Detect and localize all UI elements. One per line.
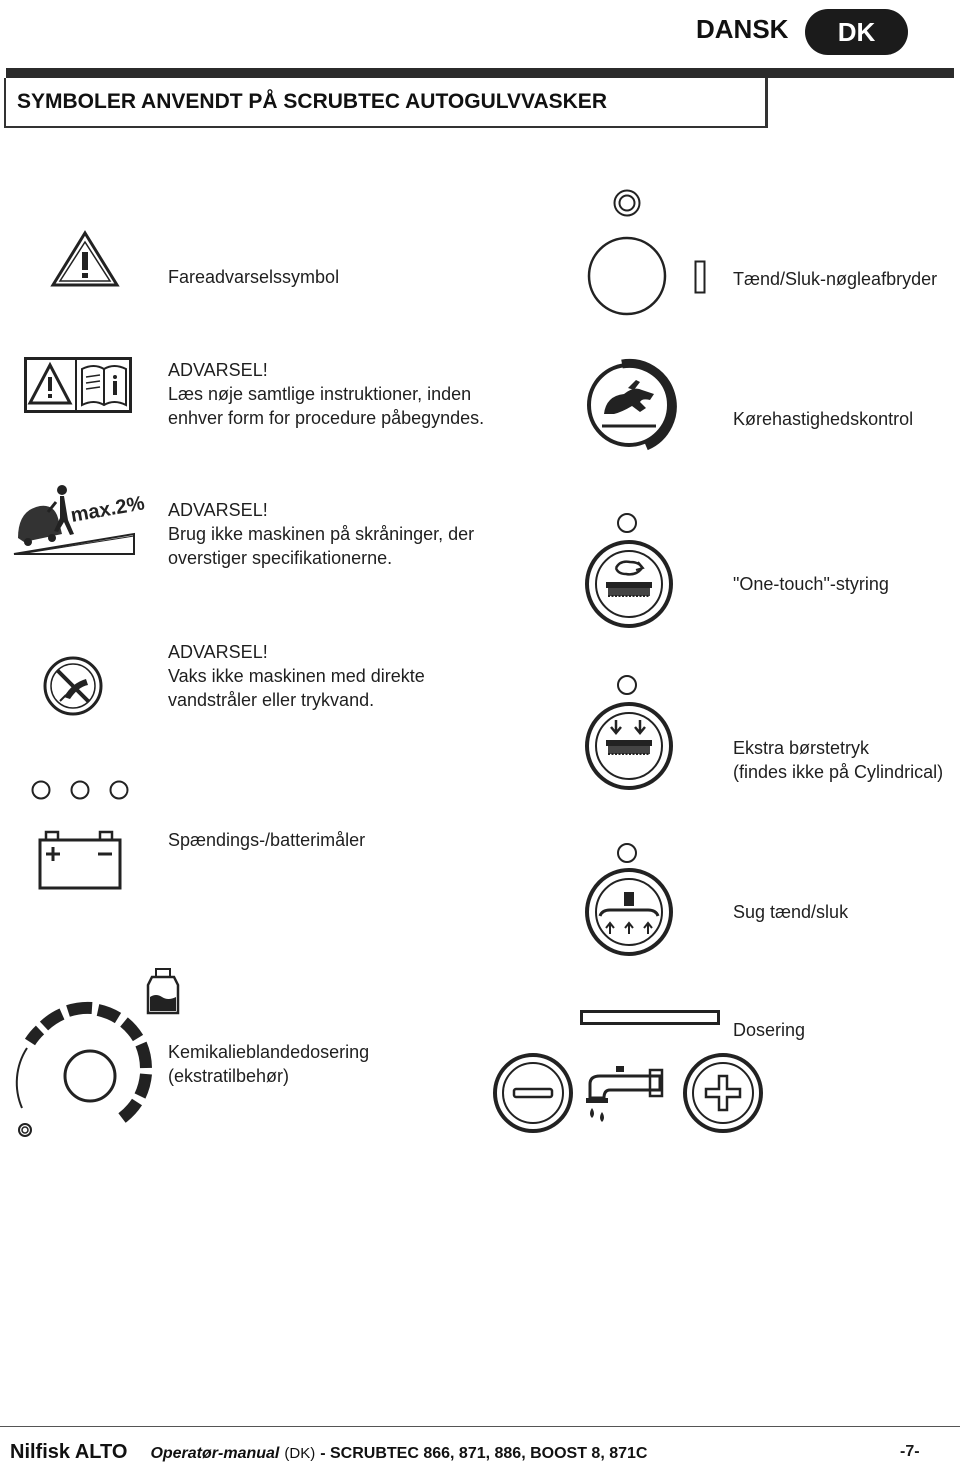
vacuum-icon: [580, 866, 678, 958]
brush-pressure-icon: [580, 700, 678, 792]
chemical-dosing-line-2: (ekstratilbehør): [168, 1066, 290, 1086]
dosing-label: Dosering: [733, 1020, 806, 1040]
chemical-dosing-dial-icon: [10, 1000, 160, 1142]
chemical-dosing-line-1: Kemikalieblandedosering: [168, 1042, 370, 1062]
slope-warning-line-1: Brug ikke maskinen på skråninger, der: [168, 524, 475, 544]
one-touch-label: "One-touch"-styring: [733, 574, 889, 594]
read-manual-warning-line-1: Læs nøje samtlige instruktioner, inden: [168, 384, 472, 404]
footer-language: (DK): [284, 1445, 316, 1462]
language-label: DANSK: [696, 14, 789, 44]
footer-models: - SCRUBTEC 866, 871, 886, BOOST 8, 871C: [320, 1445, 648, 1462]
dosing-plus-button-icon: [682, 1052, 764, 1134]
battery-meter-label: Spændings-/batterimåler: [168, 830, 366, 850]
language-code-badge: DK: [805, 9, 908, 55]
key-switch-label: Tænd/Sluk-nøgleafbryder: [733, 269, 938, 289]
no-water-warning-title: ADVARSEL!: [168, 642, 268, 662]
hazard-symbol-label: Fareadvarselssymbol: [168, 267, 340, 287]
header-rule: [6, 68, 954, 78]
read-manual-warning-line-2: enhver form for procedure påbegyndes.: [168, 408, 485, 428]
slope-warning-title: ADVARSEL!: [168, 500, 268, 520]
page-number: -7-: [900, 1443, 920, 1460]
brush-pressure-line-2: (findes ikke på Cylindrical): [733, 762, 944, 782]
warning-triangle-icon: [50, 230, 120, 288]
one-touch-icon: [580, 538, 678, 630]
key-switch-icon: [586, 235, 668, 317]
read-manual-warning-icon: [24, 357, 132, 413]
brush-pressure-indicator-icon: [616, 674, 638, 696]
footer-manual-title: Operatør-manual: [150, 1445, 280, 1462]
footer-brand: Nilfisk ALTO: [10, 1441, 128, 1463]
vacuum-indicator-icon: [616, 842, 638, 864]
slope-warning-line-2: overstiger specifikationerne.: [168, 548, 393, 568]
slope-max-text: max.2%: [69, 492, 147, 527]
dosing-minus-button-icon: [492, 1052, 574, 1134]
footer: [10, 1441, 647, 1464]
one-touch-indicator-icon: [616, 512, 638, 534]
battery-icon: [38, 830, 122, 890]
dosing-faucet-icon: [580, 1064, 668, 1126]
dosing-bar-icon: [580, 1010, 720, 1026]
no-water-warning-line-1: Vaks ikke maskinen med direkte: [168, 666, 425, 686]
speed-control-icon: [584, 358, 682, 456]
brush-pressure-line-1: Ekstra børstetryk: [733, 738, 870, 758]
no-water-jet-icon: [42, 655, 104, 717]
key-slot-icon: [694, 260, 706, 294]
slope-warning-icon: [12, 482, 147, 556]
vacuum-label: Sug tænd/sluk: [733, 902, 849, 922]
page-title: SYMBOLER ANVENDT PÅ SCRUBTEC AUTOGULVVASKER: [17, 90, 607, 113]
read-manual-warning-title: ADVARSEL!: [168, 360, 268, 380]
no-water-warning-line-2: vandstråler eller trykvand.: [168, 690, 375, 710]
footer-rule: [0, 1426, 960, 1427]
speed-control-label: Kørehastighedskontrol: [733, 409, 914, 429]
battery-indicator-lights-icon: [30, 780, 132, 802]
key-switch-indicator-icon: [612, 188, 642, 218]
